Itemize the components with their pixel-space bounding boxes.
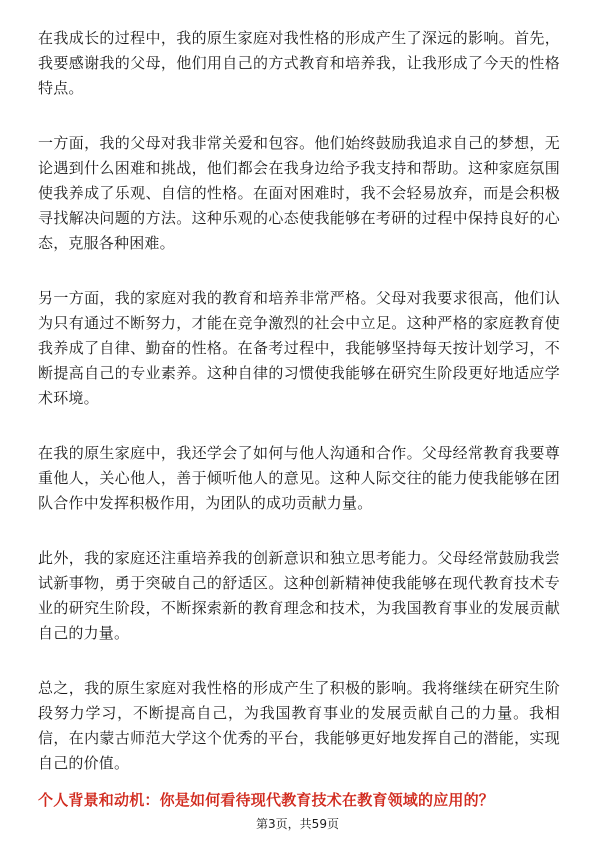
paragraph-parental-care: 一方面，我的父母对我非常关爱和包容。他们始终鼓励我追求自己的梦想，无论遇到什么困难和挑战，他们都会在我身边给予我支持和帮助。这种家庭氛围使我养成了乐观、自信的性格。在面对困难时，我不会轻易放弃，而是会积极寻找解决问题的方法。这种乐观的心态使我能够在考研的过程中保持良好的心态，克服各种困难。 [38,134,560,252]
document-body [38,26,560,813]
paragraph-spacer [38,516,560,546]
paragraph-spacer [38,256,560,286]
paragraph-spacer [38,411,560,441]
paragraph-communication: 在我的原生家庭中，我还学会了如何与他人沟通和合作。父母经常教育我要尊重他人，关心他人，善于倾听他人的意见。这种人际交往的能力使我能够在团队合作中发挥积极作用，为团队的成功贡献力量。 [38,444,560,512]
paragraph-innovation: 此外，我的家庭还注重培养我的创新意识和独立思考能力。父母经常鼓励我尝试新事物，勇于突破自己的舒适区。这种创新精神使我能够在现代教育技术专业的研究生阶段，不断探索新的教育理念和技术，为我国教育事业的发展贡献自己的力量。 [38,549,560,642]
paragraph-upbringing-intro: 在我成长的过程中，我的原生家庭对我性格的形成产生了深远的影响。首先，我要感谢我的父母，他们用自己的方式教育和培养我，让我形成了今天的性格特点。 [38,29,560,97]
page-number: 第3页，共59页 [256,817,339,831]
question-heading: 个人背景和动机：你是如何看待现代教育技术在教育领域的应用的？ [38,791,495,809]
paragraph-conclusion: 总之，我的原生家庭对我性格的形成产生了积极的影响。我将继续在研究生阶段努力学习，不断提高自己，为我国教育事业的发展贡献自己的力量。我相信，在内蒙古师范大学这个优秀的平台，我能够更好地发挥自己的潜能，实现自己的价值。 [38,679,560,772]
paragraph-spacer [38,101,560,131]
paragraph-strict-education: 另一方面，我的家庭对我的教育和培养非常严格。父母对我要求很高，他们认为只有通过不断努力，才能在竞争激烈的社会中立足。这种严格的家庭教育使我养成了自律、勤奋的性格。在备考过程中，我能够坚持每天按计划学习，不断提高自己的专业素养。这种自律的习惯使我能够在研究生阶段更好地适应学术环境。 [38,289,560,407]
paragraph-spacer [38,646,560,676]
